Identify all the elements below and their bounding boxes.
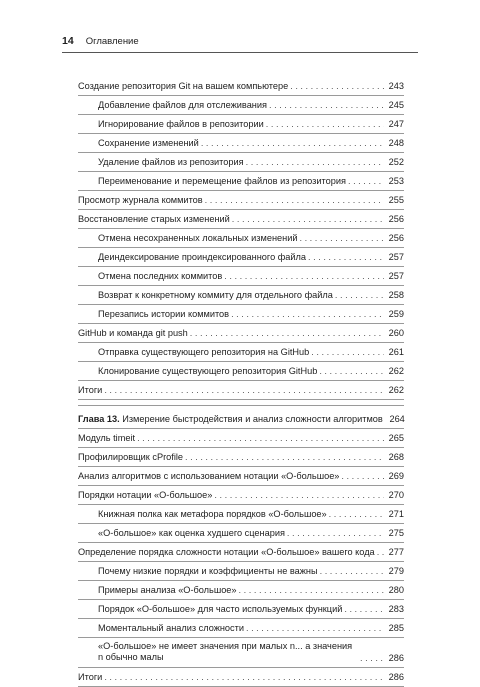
leader-dots xyxy=(185,453,384,462)
leader-dots xyxy=(104,673,384,682)
toc-entry-page: 253 xyxy=(388,175,404,186)
running-title: Оглавление xyxy=(85,36,139,47)
toc-entry[interactable] xyxy=(78,668,404,687)
leader-dots xyxy=(344,605,384,614)
leader-dots xyxy=(214,491,384,500)
toc-entry-title: Итоги xyxy=(78,384,103,395)
toc-entry-title: Перезапись истории коммитов xyxy=(98,308,230,319)
toc-entry[interactable] xyxy=(78,543,404,562)
toc-entry-title: Определение порядка сложности нотации «О-большое» вашего кода xyxy=(78,546,375,557)
leader-dots xyxy=(287,529,384,538)
leader-dots xyxy=(190,329,384,338)
toc-entry-page: 262 xyxy=(388,384,404,395)
leader-dots xyxy=(341,472,384,481)
toc-entry-title: GitHub и команда git push xyxy=(78,327,188,338)
toc-entry-page: 271 xyxy=(388,508,404,519)
chapter-text: Измерение быстродействия и анализ сложности алгоритмов xyxy=(122,413,383,424)
leader-dots xyxy=(239,586,384,595)
toc-entry-title: Порядки нотации «О-большое» xyxy=(78,489,213,500)
toc-entry-title: Отмена несохраненных локальных изменений xyxy=(98,232,298,243)
toc-entry-title: Отправка существующего репозитория на GitHub xyxy=(98,346,310,357)
toc-entry[interactable] xyxy=(78,248,404,267)
toc-entry-title: Порядок «О-большое» для часто используемых функций xyxy=(98,603,343,614)
toc-entry-page: 259 xyxy=(388,308,404,319)
chapter-title xyxy=(78,415,383,424)
leader-dots xyxy=(224,272,384,281)
toc-entry[interactable] xyxy=(78,267,404,286)
toc-entry-title: Почему низкие порядки и коэффициенты не важны xyxy=(98,565,318,576)
toc-entry-page: 248 xyxy=(388,137,404,148)
toc-entry-title: Сохранение изменений xyxy=(98,137,199,148)
leader-dots xyxy=(308,253,384,262)
toc-entry-title: Игнорирование файлов в репозитории xyxy=(98,118,264,129)
toc-entry-page: 275 xyxy=(388,527,404,538)
toc-section-chapter-13 xyxy=(78,429,404,687)
chapter-page: 264 xyxy=(389,413,405,424)
toc-entry-page: 280 xyxy=(388,584,404,595)
toc-entry[interactable] xyxy=(78,581,404,600)
toc-entry-page: 257 xyxy=(388,270,404,281)
toc-entry[interactable] xyxy=(78,343,404,362)
toc-entry[interactable] xyxy=(78,172,404,191)
toc-entry[interactable] xyxy=(78,96,404,115)
toc-entry-title: «О-большое» не имеет значения при малых n... а значения n обычно малы xyxy=(98,641,353,662)
toc-entry-title: Профилировщик cProfile xyxy=(78,451,184,462)
leader-dots xyxy=(246,624,384,633)
toc-entry-title: Примеры анализа «О-большое» xyxy=(98,584,237,595)
toc-entry-title: Удаление файлов из репозитория xyxy=(98,156,244,167)
toc-entry-title: Итоги xyxy=(78,671,103,682)
toc-entry-page: 269 xyxy=(388,470,404,481)
toc-entry[interactable] xyxy=(78,134,404,153)
leader-dots xyxy=(232,215,384,224)
toc-entry-title: Создание репозитория Git на вашем компьютере xyxy=(78,80,289,91)
leader-dots xyxy=(201,139,384,148)
toc-entry[interactable] xyxy=(78,467,404,486)
toc-entry-page: 262 xyxy=(388,365,404,376)
toc-entry-title: Восстановление старых изменений xyxy=(78,213,230,224)
leader-dots xyxy=(104,386,384,395)
toc-entry[interactable] xyxy=(78,286,404,305)
toc-entry[interactable] xyxy=(78,77,404,96)
toc-entry-page: 286 xyxy=(388,671,404,682)
leader-dots xyxy=(137,434,384,443)
leader-dots xyxy=(266,120,384,129)
leader-dots xyxy=(329,510,384,519)
toc-entry-title: Просмотр журнала коммитов xyxy=(78,194,203,205)
toc-entry-title: Книжная полка как метафора порядков «О-большое» xyxy=(98,508,327,519)
toc-entry[interactable] xyxy=(78,362,404,381)
toc-entry-page: 260 xyxy=(388,327,404,338)
toc-entry[interactable] xyxy=(78,381,404,400)
toc-entry-page: 243 xyxy=(388,80,404,91)
toc-entry-page: 261 xyxy=(388,346,404,357)
toc-entry-title: Переименование и перемещение файлов из репозитория xyxy=(98,175,346,186)
toc-entry-page: 277 xyxy=(388,546,404,557)
chapter-label: Глава 13. xyxy=(78,413,120,424)
toc-entry[interactable] xyxy=(78,619,404,638)
toc-entry-page: 285 xyxy=(388,622,404,633)
toc-entry-page: 265 xyxy=(388,432,404,443)
toc-entry-title: Деиндексирование проиндексированного файла xyxy=(98,251,306,262)
toc-entry-page: 256 xyxy=(388,213,404,224)
toc-entry[interactable] xyxy=(78,305,404,324)
toc-entry[interactable] xyxy=(78,448,404,467)
toc-entry[interactable] xyxy=(78,229,404,248)
toc-entry-page: 286 xyxy=(388,652,404,663)
toc-entry[interactable] xyxy=(78,638,404,668)
toc-entry[interactable] xyxy=(78,600,404,619)
leader-dots xyxy=(231,310,384,319)
toc-entry-title: Клонирование существующего репозитория GitHub xyxy=(98,365,318,376)
toc-entry[interactable] xyxy=(78,115,404,134)
leader-dots xyxy=(269,101,384,110)
page-header xyxy=(62,36,418,50)
toc-entry-page: 258 xyxy=(388,289,404,300)
header-rule xyxy=(62,52,418,53)
toc-entry-title: Модуль timeit xyxy=(78,432,136,443)
toc-entry-page: 256 xyxy=(388,232,404,243)
toc-entry[interactable] xyxy=(78,210,404,229)
toc-entry[interactable] xyxy=(78,486,404,505)
toc-entry-title: Анализ алгоритмов с использованием нотации «О-большое» xyxy=(78,470,340,481)
leader-dots xyxy=(311,348,384,357)
toc-entry-title: Возврат к конкретному коммиту для отдельного файла xyxy=(98,289,333,300)
toc-entry[interactable] xyxy=(78,324,404,343)
toc-entry-title: Моментальный анализ сложности xyxy=(98,622,244,633)
toc-entry-page: 270 xyxy=(388,489,404,500)
leader-dots xyxy=(299,234,384,243)
leader-dots xyxy=(348,177,384,186)
toc-entry-page: 255 xyxy=(388,194,404,205)
leader-dots xyxy=(335,291,384,300)
toc-entry-page: 279 xyxy=(388,565,404,576)
toc-entry-title: «О-большое» как оценка худшего сценария xyxy=(98,527,285,538)
leader-dots xyxy=(319,367,384,376)
toc-entry-title: Отмена последних коммитов xyxy=(98,270,223,281)
toc-entry-page: 283 xyxy=(388,603,404,614)
toc-entry-page: 247 xyxy=(388,118,404,129)
toc-entry-page: 252 xyxy=(388,156,404,167)
leader-dots xyxy=(320,567,384,576)
toc-entry[interactable] xyxy=(78,429,404,448)
chapter-13-entry[interactable] xyxy=(78,406,404,429)
leader-dots xyxy=(360,654,384,663)
toc-entry-page: 245 xyxy=(388,99,404,110)
toc-entry[interactable] xyxy=(78,524,404,543)
toc-section-git xyxy=(78,77,404,400)
toc-entry-title: Добавление файлов для отслеживания xyxy=(98,99,267,110)
leader-dots xyxy=(290,82,384,91)
leader-dots xyxy=(246,158,384,167)
toc-entry-page: 257 xyxy=(388,251,404,262)
page-number: 14 xyxy=(62,35,74,47)
toc-entry-page: 268 xyxy=(388,451,404,462)
toc-entry[interactable] xyxy=(78,562,404,581)
leader-dots xyxy=(377,548,384,557)
toc-entry[interactable] xyxy=(78,505,404,524)
leader-dots xyxy=(205,196,384,205)
toc-entry[interactable] xyxy=(78,153,404,172)
table-of-contents xyxy=(78,77,404,687)
toc-entry[interactable] xyxy=(78,191,404,210)
